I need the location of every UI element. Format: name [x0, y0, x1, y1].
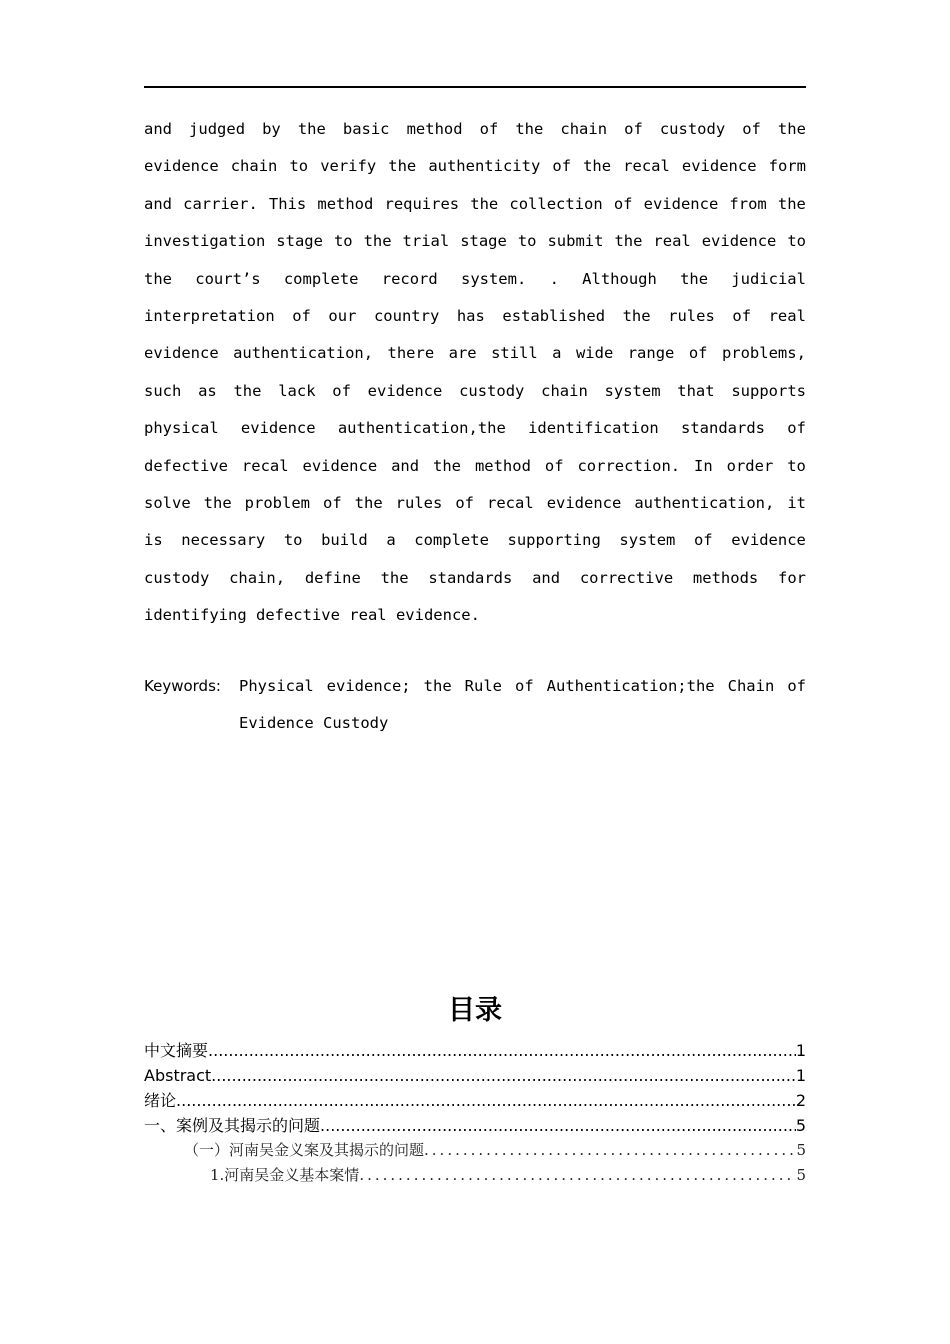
abstract-line — [144, 335, 806, 372]
word: country — [373, 306, 440, 325]
abstract-line — [144, 485, 806, 522]
word: basic — [342, 120, 390, 138]
word: the — [297, 120, 326, 138]
toc-entry-abstract[interactable] — [144, 1063, 806, 1088]
toc-entry-page: 5 — [796, 1141, 806, 1159]
word: of — [332, 381, 351, 400]
word: still — [491, 344, 538, 363]
header-rule — [144, 86, 806, 88]
word: evidence — [701, 232, 777, 251]
word: recal — [623, 157, 670, 176]
word: authentication,the — [337, 419, 506, 438]
word: the — [680, 269, 709, 288]
word: form — [768, 157, 806, 176]
abstract-line — [144, 186, 806, 223]
toc-entry-title: （一）河南吴金义案及其揭示的问题 — [184, 1141, 425, 1159]
toc-entry-section-1-1[interactable] — [144, 1138, 806, 1163]
word: necessary — [181, 531, 266, 550]
word: Authentication;the — [546, 677, 715, 695]
word: of — [479, 120, 499, 138]
word: for — [777, 568, 806, 587]
word: evidence — [546, 493, 622, 512]
word: there — [387, 344, 435, 363]
word: Although — [582, 269, 657, 288]
word: . — [549, 269, 559, 288]
toc-leader-dots — [424, 1138, 796, 1163]
word: real — [653, 232, 691, 251]
word: it — [787, 493, 806, 512]
abstract-line — [144, 298, 806, 335]
abstract-line — [144, 148, 806, 185]
word: Rule — [464, 677, 502, 695]
word: judicial — [731, 269, 806, 288]
word: the — [363, 232, 392, 251]
word: evidence — [681, 157, 757, 176]
word: and — [391, 456, 420, 475]
word: of — [787, 677, 806, 695]
keywords-line-2: Evidence Custody — [239, 714, 389, 733]
word: chain — [541, 381, 588, 400]
word: evidence — [144, 344, 219, 363]
word: method — [406, 120, 463, 138]
word: the — [233, 381, 262, 400]
toc-leader-dots — [320, 1113, 796, 1138]
word: range — [627, 344, 675, 363]
word: real — [768, 306, 806, 325]
abstract-line — [144, 560, 806, 597]
word: from — [729, 194, 767, 213]
keywords-block — [144, 668, 806, 743]
word: solve — [144, 493, 191, 512]
word: the — [354, 493, 383, 512]
word: evidence — [367, 381, 443, 400]
word: established — [502, 306, 606, 325]
word: of — [292, 306, 311, 325]
word: evidence; — [326, 677, 411, 695]
word: This — [268, 194, 307, 213]
word: the — [203, 493, 232, 512]
word: of — [624, 120, 643, 138]
word: the — [470, 194, 499, 213]
toc-entry-subsection-1-1-1[interactable] — [144, 1163, 806, 1188]
word: to — [283, 531, 303, 550]
toc-entry-page: 5 — [796, 1166, 806, 1184]
word: custody — [459, 381, 525, 400]
word: such — [144, 381, 182, 400]
word: interpretation — [144, 306, 275, 325]
word: the — [388, 157, 417, 176]
word: custody — [144, 568, 210, 587]
toc-leader-dots — [211, 1063, 796, 1088]
word: physical — [144, 419, 219, 438]
word: to — [787, 456, 806, 475]
word: trial — [402, 232, 450, 251]
abstract-line — [144, 410, 806, 447]
word: to — [333, 232, 353, 251]
word: of — [787, 419, 806, 438]
word: standards — [681, 419, 766, 438]
word: of — [323, 493, 342, 512]
abstract-line — [144, 223, 806, 260]
word: the — [777, 120, 806, 138]
word: of — [552, 157, 572, 176]
word: In — [694, 456, 713, 475]
word: court’s — [195, 269, 261, 288]
word: investigation — [144, 232, 266, 251]
toc-entry-page: 1 — [795, 1066, 806, 1085]
word: complete — [414, 531, 489, 550]
abstract-line — [144, 522, 806, 559]
word: method — [474, 456, 531, 475]
toc-leader-dots — [359, 1163, 796, 1188]
word: carrier. — [183, 194, 258, 213]
word: verify — [320, 157, 377, 176]
word: of — [613, 194, 633, 213]
word: identification — [528, 419, 659, 438]
word: our — [328, 306, 357, 325]
word: by — [262, 120, 281, 138]
keywords-line-1 — [239, 668, 806, 705]
word: that — [677, 381, 715, 400]
word: authentication, — [233, 344, 374, 363]
word: recal — [241, 456, 289, 475]
word: stage — [276, 232, 323, 251]
word: the — [622, 306, 651, 325]
word: custody — [659, 120, 726, 138]
word: the — [380, 568, 409, 587]
word: of — [544, 456, 564, 475]
word: chain, — [229, 568, 286, 587]
toc-entry-introduction[interactable] — [144, 1088, 806, 1113]
word: to — [517, 232, 537, 251]
toc-leader-dots — [176, 1088, 796, 1113]
word: of — [455, 493, 475, 512]
abstract-line — [144, 448, 806, 485]
toc-entry-title: 绪论 — [144, 1091, 177, 1110]
toc-entry-page: 1 — [795, 1041, 806, 1060]
word: methods — [692, 568, 759, 587]
word: a — [552, 344, 562, 363]
word: chain — [230, 157, 278, 176]
abstract-line — [144, 261, 806, 298]
toc-entry-title: Abstract — [144, 1066, 212, 1085]
word: authentication, — [634, 493, 775, 512]
word: are — [448, 344, 477, 363]
word: stage — [460, 232, 507, 251]
word: lack — [278, 381, 316, 400]
word: system — [619, 531, 676, 550]
toc-title: 目录 — [448, 995, 502, 1026]
word: correction. — [577, 456, 681, 475]
word: problem — [244, 493, 310, 512]
word: has — [456, 306, 485, 325]
keywords-label: Keywords: — [144, 677, 221, 695]
word: evidence — [240, 419, 316, 438]
word: corrective — [579, 568, 674, 587]
word: Chain — [727, 677, 775, 695]
word: supports — [731, 381, 806, 400]
word: evidence — [144, 157, 219, 176]
word: evidence — [643, 194, 719, 213]
table-of-contents — [144, 1038, 806, 1188]
word: of — [742, 120, 761, 138]
word: wide — [575, 344, 614, 363]
abstract-line — [144, 111, 806, 148]
word: and — [144, 194, 172, 213]
word: requires — [384, 194, 460, 213]
word: system — [604, 381, 661, 400]
word: the — [614, 232, 643, 251]
word: Physical — [239, 677, 314, 695]
toc-entry-chinese-abstract[interactable] — [144, 1038, 806, 1063]
word: the — [433, 456, 462, 475]
word: problems, — [721, 344, 806, 363]
word: collection — [509, 194, 603, 213]
word: define — [304, 568, 361, 587]
word: a — [386, 531, 396, 550]
toc-entry-page: 2 — [795, 1091, 806, 1110]
word: rules — [668, 306, 715, 325]
toc-entry-title: 一、案例及其揭示的问题 — [144, 1116, 321, 1135]
word: the — [583, 157, 612, 176]
word: is — [144, 531, 163, 550]
toc-leader-dots — [208, 1038, 796, 1063]
toc-entry-chapter-1[interactable] — [144, 1113, 806, 1138]
word: build — [321, 531, 368, 550]
word: authenticity — [428, 157, 541, 176]
word: order — [726, 456, 774, 475]
word: evidence — [302, 456, 378, 475]
word: to — [289, 157, 309, 176]
word: to — [787, 232, 806, 251]
word: of — [693, 531, 713, 550]
word: defective — [144, 456, 228, 475]
word: standards — [428, 568, 513, 587]
toc-entry-title: 1.河南吴金义基本案情 — [210, 1166, 360, 1184]
abstract-line — [144, 373, 806, 410]
word: chain — [560, 120, 608, 138]
toc-entry-page: 5 — [795, 1116, 806, 1135]
word: of — [688, 344, 708, 363]
word: system. — [460, 269, 527, 288]
word: record — [381, 269, 438, 288]
word: the — [777, 194, 806, 213]
word: recal — [487, 493, 534, 512]
word: rules — [395, 493, 443, 512]
word: judged — [189, 120, 246, 138]
word: the — [144, 269, 172, 288]
word: of — [514, 677, 534, 695]
word: as — [198, 381, 217, 400]
word: and — [532, 568, 561, 587]
word: the — [423, 677, 452, 695]
word: evidence — [731, 531, 806, 550]
abstract-line: identifying defective real evidence. — [144, 606, 480, 625]
word: method — [317, 194, 374, 213]
abstract-paragraph — [144, 111, 806, 634]
word: the — [515, 120, 544, 138]
toc-entry-title: 中文摘要 — [144, 1041, 209, 1060]
word: and — [144, 120, 172, 138]
word: complete — [283, 269, 359, 288]
word: submit — [547, 232, 604, 251]
word: supporting — [507, 531, 601, 550]
word: of — [732, 306, 752, 325]
